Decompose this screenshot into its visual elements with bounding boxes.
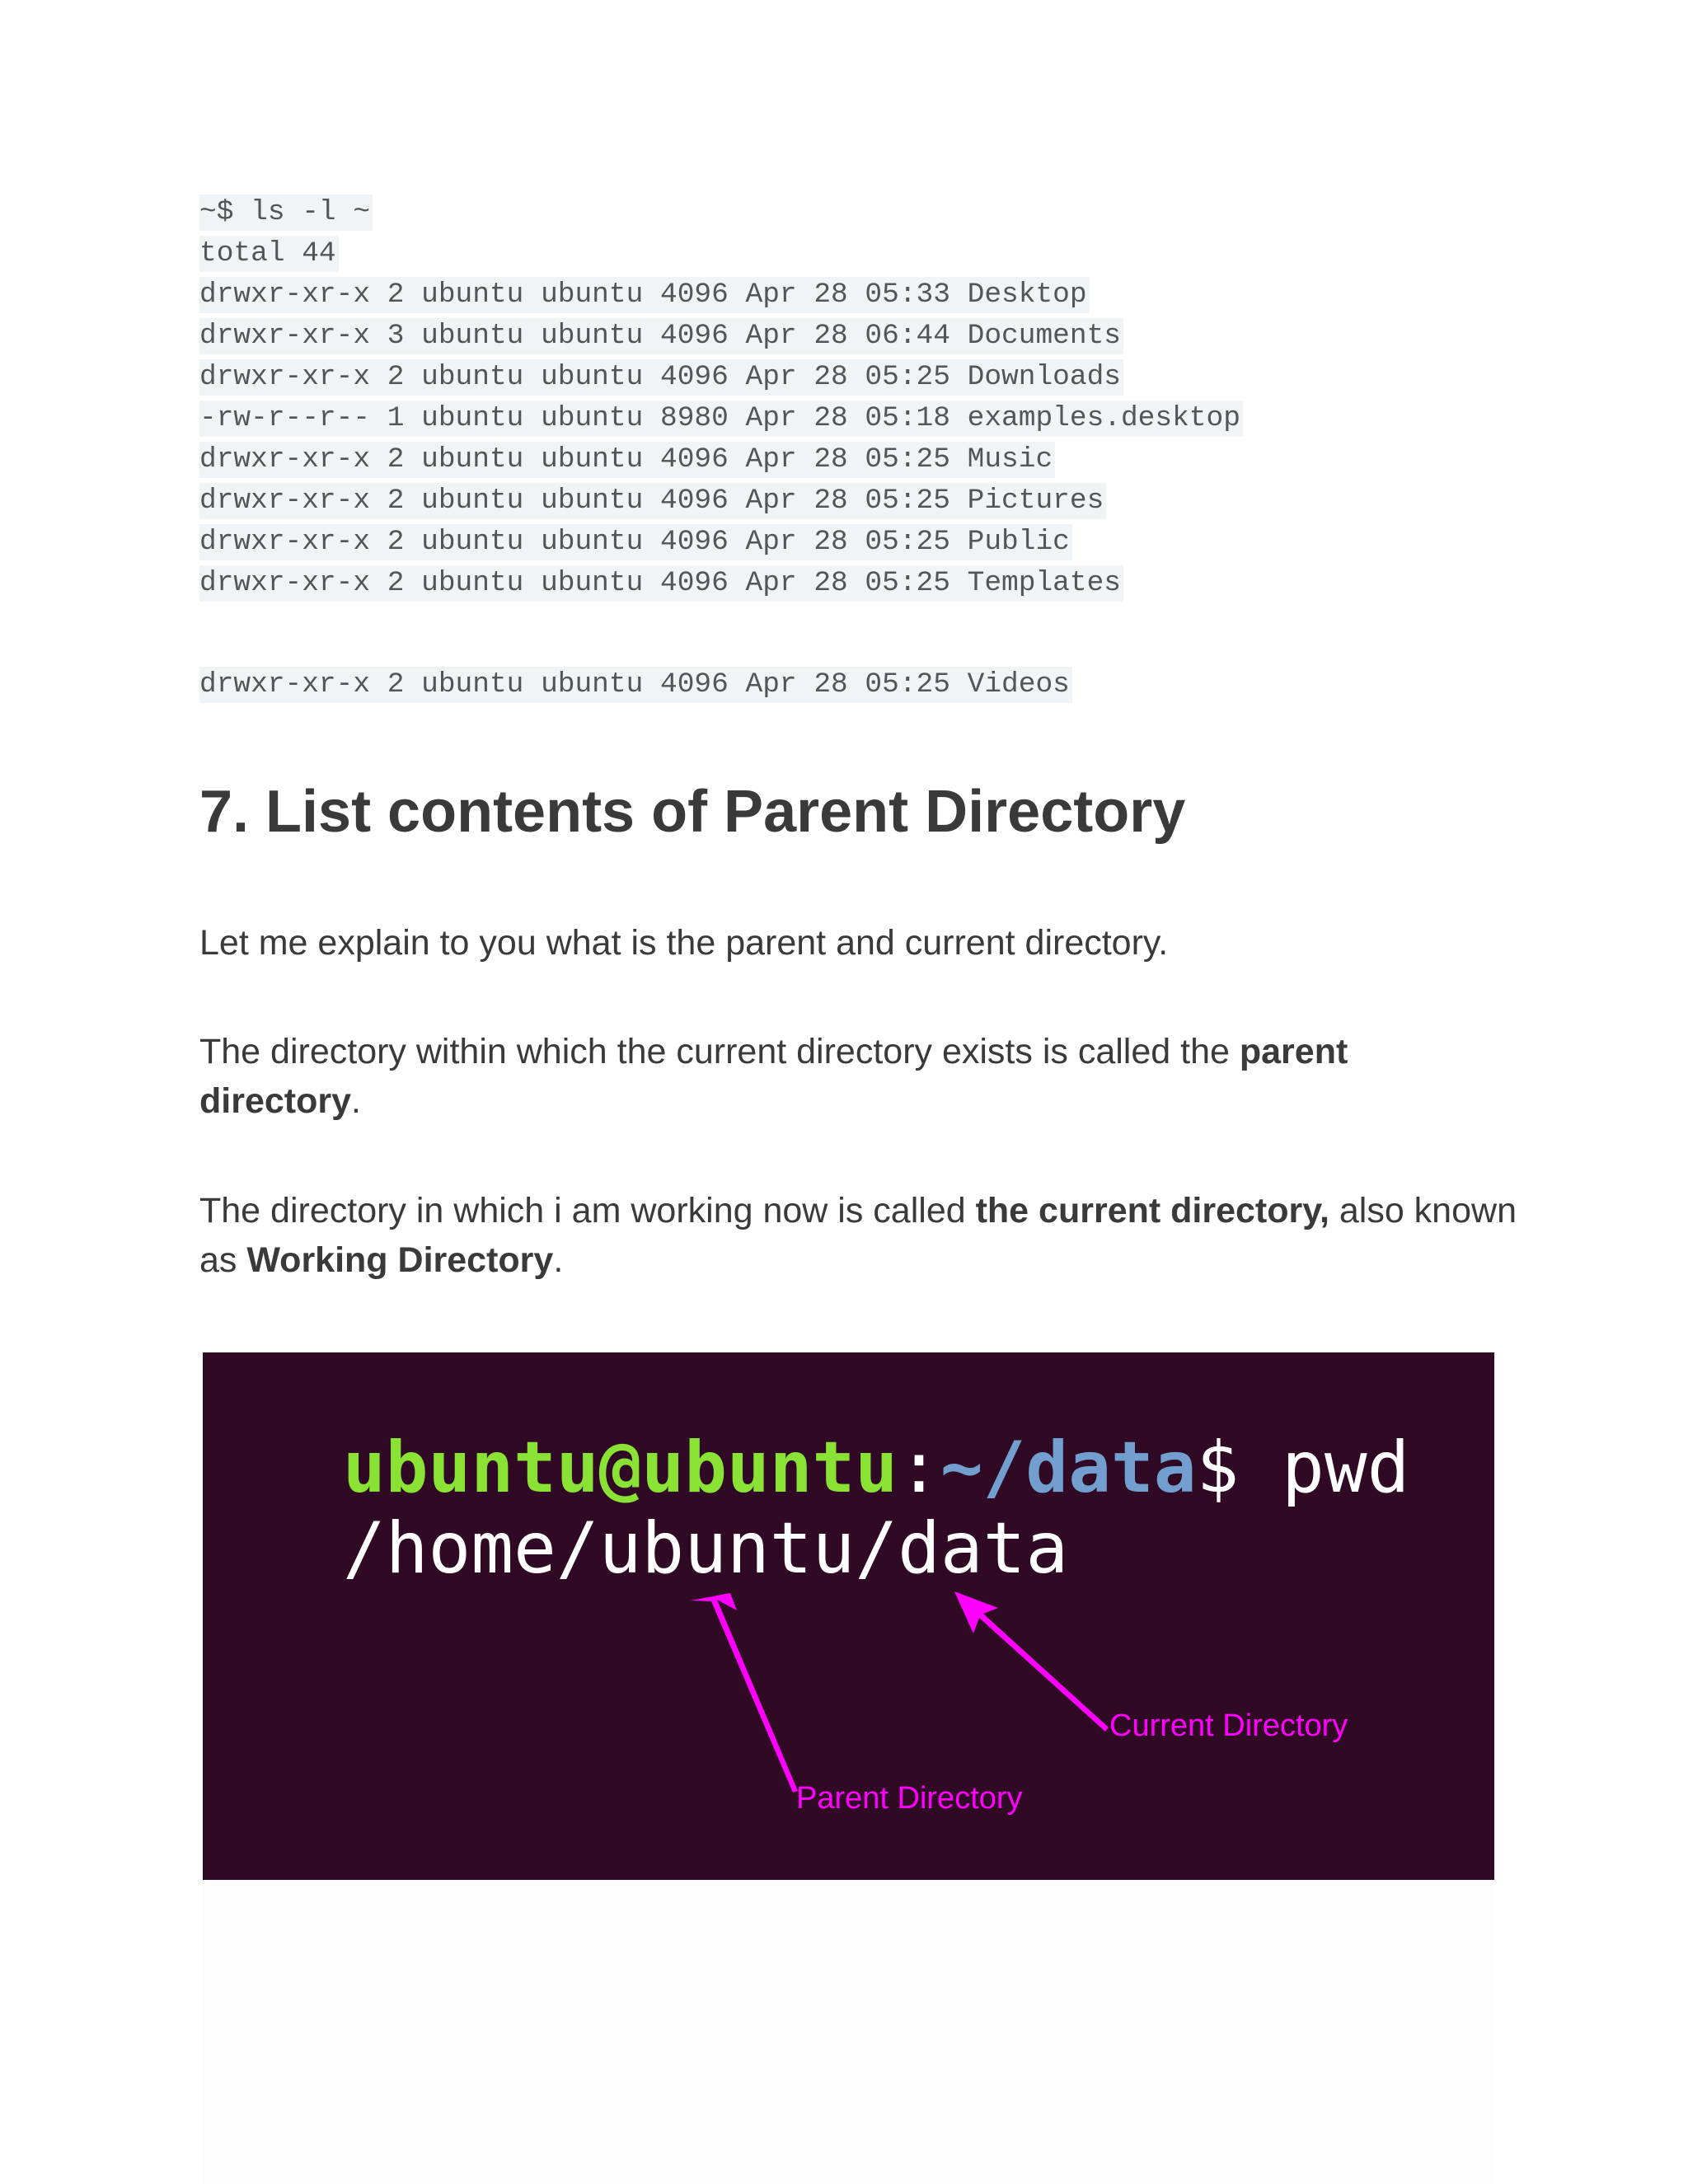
current-directory-arrow [954,1591,1109,1732]
paragraph-text: The directory within which the current directory exists is called the [199,1032,1240,1071]
prompt-user-host: ubuntu@ubuntu [343,1427,898,1509]
code-line: drwxr-xr-x 2 ubuntu ubuntu 4096 Apr 28 05:25 Templates [199,565,1123,602]
command-output: /home/ubuntu/data [343,1507,1069,1590]
code-line: drwxr-xr-x 2 ubuntu ubuntu 4096 Apr 28 05:25 Public [199,524,1072,560]
prompt-dollar: $ [1196,1427,1240,1509]
paragraph-text: . [351,1081,361,1121]
parent-directory-arrow [691,1593,798,1793]
section-heading: 7. List contents of Parent Directory [199,779,1186,845]
code-line: ~$ ls -l ~ [199,194,373,231]
terminal-screenshot [203,1352,1494,1880]
parent-directory-label: Parent Directory [796,1781,1023,1816]
prompt-command: pwd [1239,1427,1410,1509]
intro-paragraph: Let me explain to you what is the parent and current directory. [199,923,1169,963]
prompt-path: ~/data [940,1427,1197,1509]
code-line: drwxr-xr-x 2 ubuntu ubuntu 4096 Apr 28 05:25 Downloads [199,359,1123,396]
parent-directory-paragraph [199,1027,1518,1126]
paragraph-text: The directory in which i am working now is called [199,1191,976,1230]
current-directory-label: Current Directory [1109,1708,1348,1743]
code-line: drwxr-xr-x 2 ubuntu ubuntu 4096 Apr 28 05:25 Videos [199,667,1072,703]
code-line: drwxr-xr-x 2 ubuntu ubuntu 4096 Apr 28 05:25 Pictures [199,483,1106,519]
code-line: -rw-r--r-- 1 ubuntu ubuntu 8980 Apr 28 05:18 examples.desktop [199,401,1243,437]
image-padding [203,1881,1494,2184]
bold-term-current-directory: the current directory, [975,1191,1329,1230]
current-directory-paragraph [199,1186,1518,1285]
code-line: drwxr-xr-x 3 ubuntu ubuntu 4096 Apr 28 06:44 Documents [199,318,1123,354]
code-line: drwxr-xr-x 2 ubuntu ubuntu 4096 Apr 28 05:33 Desktop [199,277,1090,313]
paragraph-text: also known as [199,1191,1517,1280]
code-line: drwxr-xr-x 2 ubuntu ubuntu 4096 Apr 28 05:25 Music [199,442,1055,478]
code-line: total 44 [199,236,339,272]
bold-term-working-directory: Working Directory [246,1240,554,1280]
paragraph-text: . [553,1240,564,1280]
bold-term-parent-directory: parent directory [199,1032,1348,1121]
prompt-colon: : [898,1427,940,1509]
